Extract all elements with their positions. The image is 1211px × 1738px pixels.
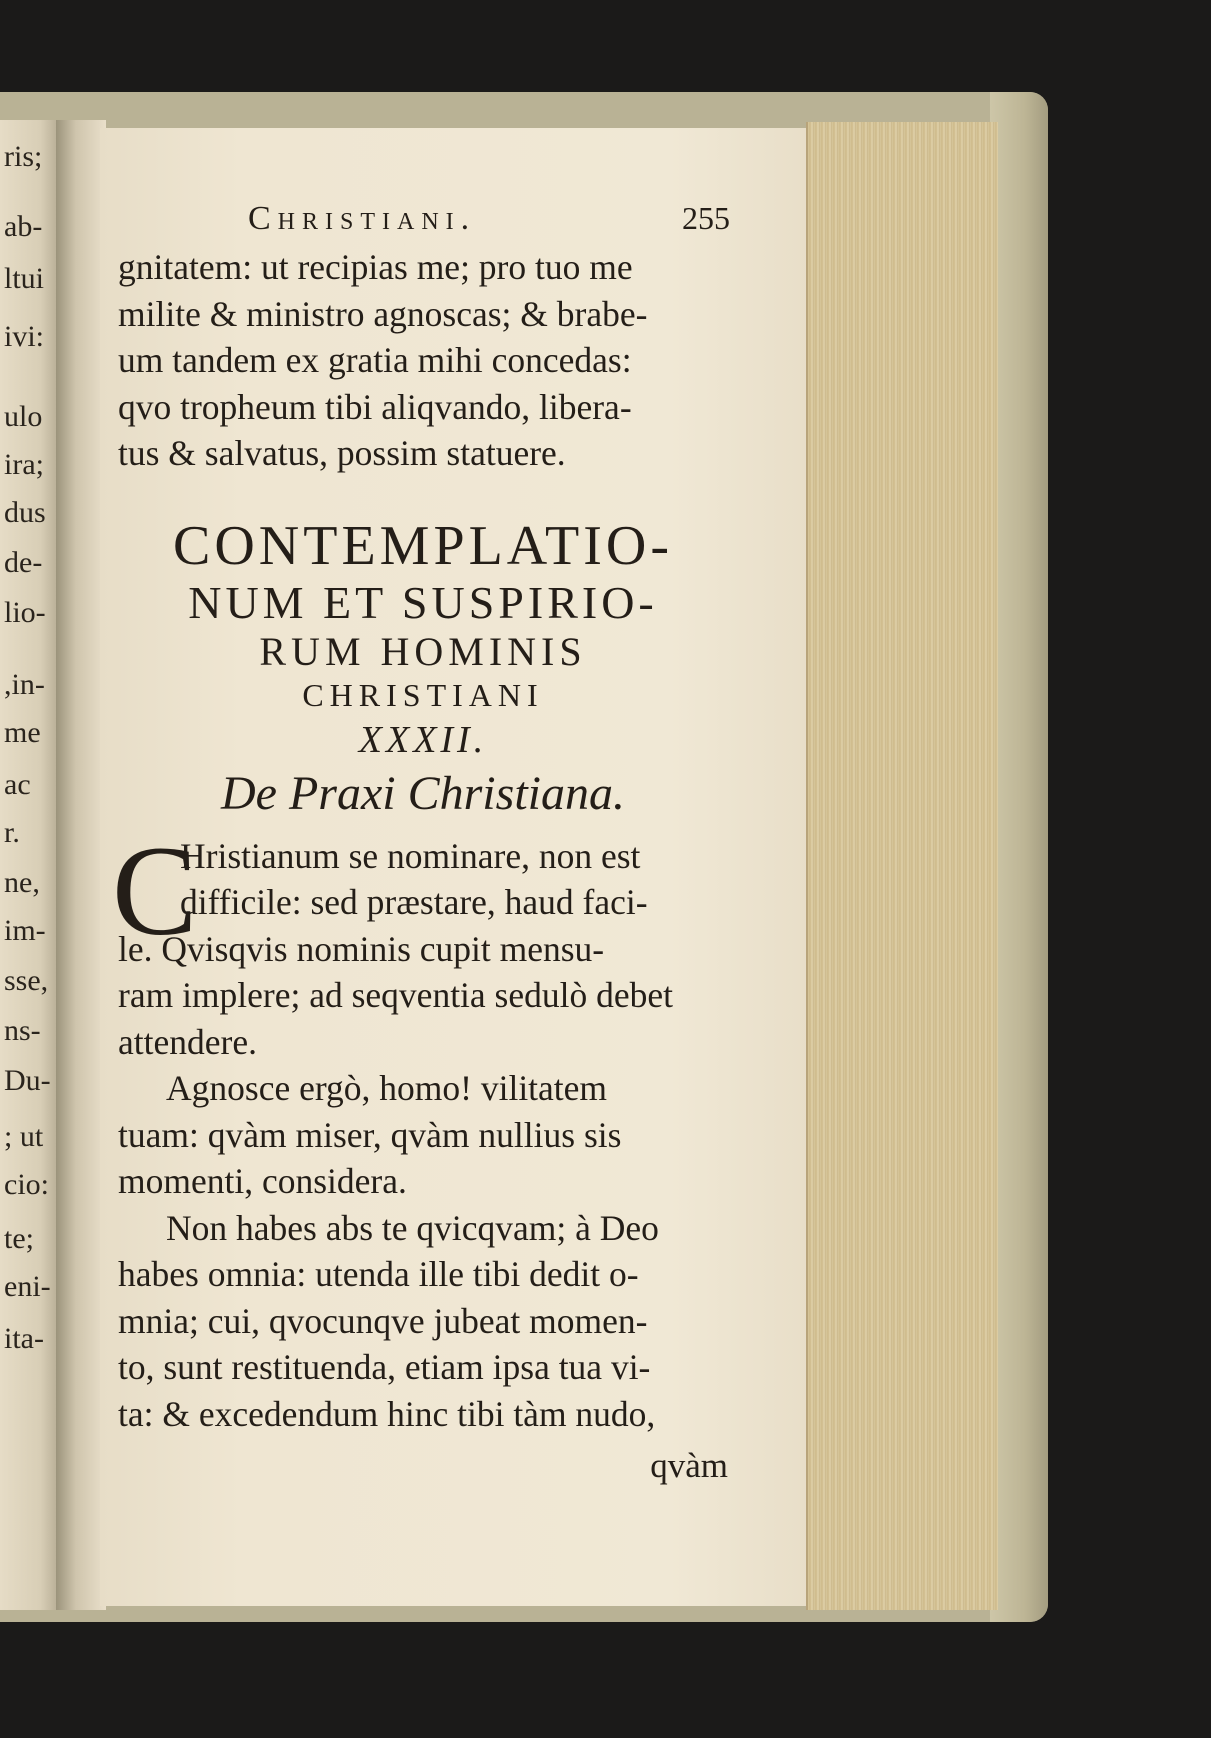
left-page-fragment: ivi: bbox=[4, 320, 45, 353]
text-line: attendere. bbox=[118, 1021, 257, 1062]
left-page-fragment: im- bbox=[4, 914, 46, 947]
text-line: tus & salvatus, possim statuere. bbox=[118, 433, 566, 473]
left-page-margin bbox=[0, 120, 58, 1610]
section-subtitle: De Praxi Christiana. bbox=[221, 766, 625, 820]
text-line: Agnosce ergò, homo! vilitatem bbox=[166, 1068, 608, 1108]
opening-paragraph bbox=[118, 244, 728, 477]
left-page-fragment: ; ut bbox=[4, 1120, 44, 1153]
left-page-fragment: eni- bbox=[4, 1270, 51, 1303]
left-page-fragment: de- bbox=[4, 546, 43, 579]
left-page-fragment: me bbox=[4, 716, 41, 749]
paragraph-3 bbox=[118, 1205, 728, 1438]
heading-line: NUM ET SUSPIRIO- bbox=[188, 576, 658, 628]
running-head bbox=[118, 196, 728, 244]
paragraph-1 bbox=[112, 819, 728, 1066]
text-line: um tandem ex gratia mihi concedas: bbox=[118, 340, 632, 380]
left-page-fragment: ab- bbox=[4, 210, 43, 243]
text-line: mnia; cui, qvocunqve jubeat momen- bbox=[118, 1300, 648, 1341]
section-heading bbox=[118, 515, 728, 823]
running-head-title: Christiani. bbox=[248, 200, 477, 237]
page-number: 255 bbox=[682, 200, 730, 236]
text-line: Non habes abs te qvicqvam; à Deo bbox=[166, 1207, 659, 1248]
book-gutter bbox=[56, 120, 106, 1610]
text-line: tuam: qvàm miser, qvàm nullius sis bbox=[118, 1114, 622, 1155]
text-line: gnitatem: ut recipias me; pro tuo me bbox=[118, 247, 633, 287]
left-page-fragment: ,in- bbox=[4, 668, 45, 701]
left-page-fragment: cio: bbox=[4, 1168, 49, 1201]
heading-line: CHRISTIANI bbox=[302, 676, 544, 713]
text-line: to, sunt restituenda, etiam ipsa tua vi- bbox=[118, 1347, 651, 1387]
left-page-fragment: ns- bbox=[4, 1014, 41, 1047]
left-page-fragment: ita- bbox=[4, 1322, 44, 1355]
left-page-fragment: sse, bbox=[4, 964, 49, 997]
left-page-fragment: ulo bbox=[4, 400, 43, 433]
left-page-fragment: ris; bbox=[4, 140, 43, 173]
catchword: qvàm bbox=[650, 1446, 728, 1485]
text-line: momenti, considera. bbox=[118, 1161, 407, 1201]
page-text bbox=[112, 196, 730, 1491]
page-fore-edge bbox=[806, 122, 998, 1610]
text-line: difficile: sed præstare, haud faci- bbox=[180, 882, 648, 922]
text-line: habes omnia: utenda ille tibi dedit o- bbox=[118, 1254, 639, 1294]
text-line: milite & ministro agnoscas; & brabe- bbox=[118, 293, 648, 334]
text-line: ta: & excedendum hinc tibi tàm nudo, bbox=[118, 1393, 656, 1434]
left-page-fragment: ltui bbox=[4, 262, 45, 295]
left-page-fragment: r. bbox=[4, 816, 20, 849]
heading-line: CONTEMPLATIO- bbox=[173, 514, 673, 577]
text-line: qvo tropheum tibi aliqvando, libera- bbox=[118, 386, 632, 427]
left-page-fragment: ne, bbox=[4, 866, 40, 899]
left-page-fragment: Du- bbox=[4, 1064, 51, 1097]
text-line: le. Qvisqvis nominis cupit mensu- bbox=[118, 928, 605, 969]
drop-cap: C bbox=[112, 819, 198, 962]
section-numeral: XXXII. bbox=[358, 718, 488, 761]
text-line: ram implere; ad seqventia sedulò debet bbox=[118, 975, 673, 1015]
left-page-fragment: te; bbox=[4, 1222, 34, 1255]
left-page-fragment: ac bbox=[4, 768, 31, 801]
text-line: Hristianum se nominare, non est bbox=[180, 835, 641, 876]
left-page-fragment: lio- bbox=[4, 596, 46, 629]
left-page-fragment: ira; bbox=[4, 448, 44, 481]
heading-line: RUM HOMINIS bbox=[259, 628, 587, 674]
paragraph-2 bbox=[118, 1065, 728, 1205]
cover-edge bbox=[990, 92, 1048, 1622]
left-page-fragment: dus bbox=[4, 496, 46, 529]
